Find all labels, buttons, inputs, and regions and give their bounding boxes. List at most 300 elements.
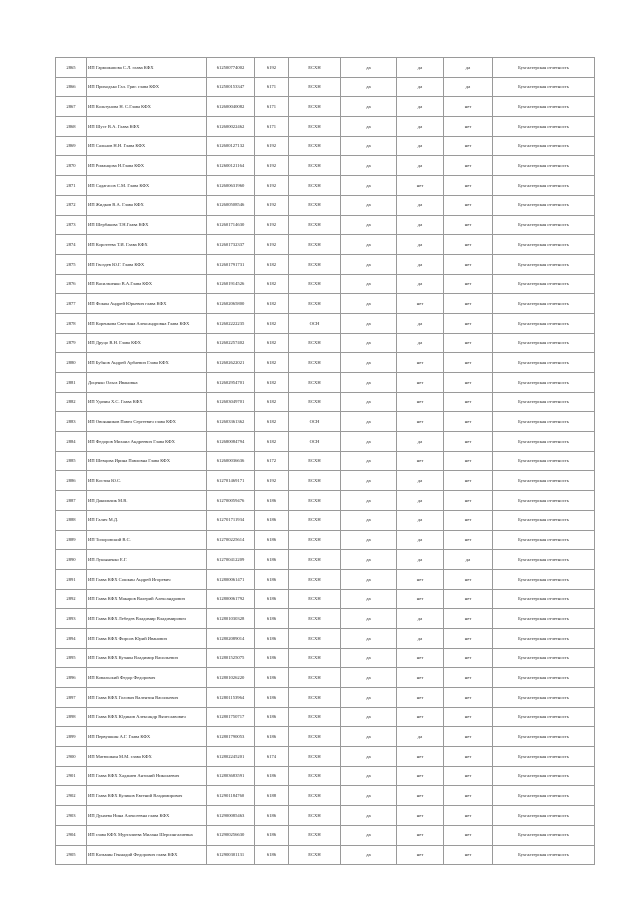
code-cell: 6171: [255, 117, 289, 137]
flag-1-cell: да: [341, 589, 397, 609]
flag-2-cell: нет: [397, 688, 444, 708]
entity-name-cell: ИП Матюшкин М.М. глава КФХ: [87, 747, 207, 767]
report-type-cell: Бухгалтерская отчетность: [493, 747, 595, 767]
flag-2-cell: да: [397, 77, 444, 97]
row-number-cell: 2895: [56, 648, 87, 668]
flag-2-cell: нет: [397, 294, 444, 314]
table-row: [56, 58, 595, 78]
row-number-cell: 2887: [56, 491, 87, 511]
table-row: [56, 550, 595, 570]
entity-name-cell: ИП Глава КФХ Головач Валентин Васильевич: [87, 688, 207, 708]
code-cell: 6182: [255, 294, 289, 314]
row-number-cell: 2902: [56, 786, 87, 806]
flag-3-cell: нет: [444, 727, 493, 747]
flag-2-cell: да: [397, 628, 444, 648]
row-number-cell: 2903: [56, 806, 87, 826]
flag-1-cell: да: [341, 451, 397, 471]
table-row: [56, 195, 595, 215]
registry-table-body: [56, 58, 595, 865]
inn-cell: 612700412209: [207, 550, 255, 570]
flag-1-cell: да: [341, 176, 397, 196]
tax-regime-cell: ЕСХН: [289, 471, 341, 491]
flag-2-cell: нет: [397, 668, 444, 688]
code-cell: 6186: [255, 825, 289, 845]
entity-name-cell: ИП Глава КФХ Юдинов Александр Вячеславович: [87, 707, 207, 727]
code-cell: 6182: [255, 274, 289, 294]
table-row: [56, 274, 595, 294]
tax-regime-cell: ЕСХН: [289, 97, 341, 117]
flag-1-cell: да: [341, 550, 397, 570]
report-type-cell: Бухгалтерская отчетность: [493, 136, 595, 156]
entity-name-cell: ИП Глава КФХ Фирсов Юрий Иванович: [87, 628, 207, 648]
flag-3-cell: нет: [444, 373, 493, 393]
row-number-cell: 2894: [56, 628, 87, 648]
report-type-cell: Бухгалтерская отчетность: [493, 766, 595, 786]
flag-1-cell: да: [341, 77, 397, 97]
entity-name-cell: ИП Коренкова Светлана Александровна Глава КФХ: [87, 313, 207, 333]
tax-regime-cell: ЕСХН: [289, 648, 341, 668]
inn-cell: 612900256630: [207, 825, 255, 845]
flag-1-cell: да: [341, 58, 397, 78]
report-type-cell: Бухгалтерская отчетность: [493, 235, 595, 255]
row-number-cell: 2900: [56, 747, 87, 767]
entity-name-cell: ИП Глава КФХ Лебедев Владимир Владимирович: [87, 609, 207, 629]
entity-name-cell: ИП Глава КФХ Куликов Евгений Владимирович: [87, 786, 207, 806]
flag-1-cell: да: [341, 727, 397, 747]
inn-cell: 612801153964: [207, 688, 255, 708]
tax-regime-cell: ЕСХН: [289, 806, 341, 826]
row-number-cell: 2876: [56, 274, 87, 294]
row-number-cell: 2889: [56, 530, 87, 550]
report-type-cell: Бухгалтерская отчетность: [493, 77, 595, 97]
flag-1-cell: да: [341, 373, 397, 393]
entity-name-cell: ИП Шербакова Т.Н.Глава КФХ: [87, 215, 207, 235]
table-row: [56, 471, 595, 491]
entity-name-cell: ИП Глава КФХ Хаджиев Антоний Николаевич: [87, 766, 207, 786]
row-number-cell: 2880: [56, 353, 87, 373]
inn-cell: 612602622021: [207, 353, 255, 373]
flag-1-cell: да: [341, 707, 397, 727]
flag-1-cell: да: [341, 432, 397, 452]
table-row: [56, 569, 595, 589]
code-cell: 6182: [255, 432, 289, 452]
flag-2-cell: да: [397, 550, 444, 570]
row-number-cell: 2898: [56, 707, 87, 727]
table-row: [56, 412, 595, 432]
flag-1-cell: да: [341, 491, 397, 511]
inn-cell: 612803683591: [207, 766, 255, 786]
row-number-cell: 2893: [56, 609, 87, 629]
row-number-cell: 2888: [56, 510, 87, 530]
table-row: [56, 313, 595, 333]
flag-3-cell: нет: [444, 609, 493, 629]
report-type-cell: Бухгалтерская отчетность: [493, 471, 595, 491]
tax-regime-cell: ЕСХН: [289, 254, 341, 274]
flag-2-cell: да: [397, 274, 444, 294]
tax-regime-cell: ЕСХН: [289, 451, 341, 471]
inn-cell: 612601714630: [207, 215, 255, 235]
flag-2-cell: нет: [397, 412, 444, 432]
flag-2-cell: да: [397, 235, 444, 255]
code-cell: 6192: [255, 176, 289, 196]
table-row: [56, 136, 595, 156]
entity-name-cell: ИП Казьмин Геннадий Федорович глава КФХ: [87, 845, 207, 865]
report-type-cell: Бухгалтерская отчетность: [493, 530, 595, 550]
flag-3-cell: да: [444, 77, 493, 97]
report-type-cell: Бухгалтерская отчетность: [493, 609, 595, 629]
flag-2-cell: нет: [397, 176, 444, 196]
row-number-cell: 2905: [56, 845, 87, 865]
flag-2-cell: нет: [397, 353, 444, 373]
flag-1-cell: да: [341, 668, 397, 688]
flag-1-cell: да: [341, 353, 397, 373]
table-row: [56, 77, 595, 97]
table-row: [56, 766, 595, 786]
code-cell: 6188: [255, 786, 289, 806]
tax-regime-cell: ЕСХН: [289, 569, 341, 589]
table-row: [56, 353, 595, 373]
flag-3-cell: нет: [444, 235, 493, 255]
tax-regime-cell: ЕСХН: [289, 373, 341, 393]
report-type-cell: Бухгалтерская отчетность: [493, 176, 595, 196]
inn-cell: 612802089014: [207, 628, 255, 648]
flag-1-cell: да: [341, 254, 397, 274]
row-number-cell: 2872: [56, 195, 87, 215]
flag-1-cell: да: [341, 235, 397, 255]
flag-1-cell: да: [341, 97, 397, 117]
row-number-cell: 2869: [56, 136, 87, 156]
entity-name-cell: ИП Данильчик М.В.: [87, 491, 207, 511]
flag-2-cell: да: [397, 156, 444, 176]
flag-3-cell: нет: [444, 510, 493, 530]
flag-1-cell: да: [341, 274, 397, 294]
flag-2-cell: нет: [397, 648, 444, 668]
flag-1-cell: да: [341, 766, 397, 786]
row-number-cell: 2883: [56, 412, 87, 432]
inn-cell: 612800061792: [207, 589, 255, 609]
flag-3-cell: нет: [444, 97, 493, 117]
flag-2-cell: да: [397, 510, 444, 530]
row-number-cell: 2874: [56, 235, 87, 255]
tax-regime-cell: ЕСХН: [289, 530, 341, 550]
flag-1-cell: да: [341, 392, 397, 412]
code-cell: 6172: [255, 451, 289, 471]
inn-cell: 612901184760: [207, 786, 255, 806]
code-cell: 6186: [255, 845, 289, 865]
table-row: [56, 747, 595, 767]
entity-name-cell: ИП глава КФХ Мурталиева Милана Шерсингалиевна: [87, 825, 207, 845]
flag-3-cell: нет: [444, 668, 493, 688]
code-cell: 6192: [255, 215, 289, 235]
flag-1-cell: да: [341, 510, 397, 530]
table-row: [56, 589, 595, 609]
entity-name-cell: ИП Костин Ю.С.: [87, 471, 207, 491]
entity-name-cell: ИП Дунаева Нина Алексеевна глава КФХ: [87, 806, 207, 826]
inn-cell: 612801030328: [207, 609, 255, 629]
entity-name-cell: ИП Лукьяненко Е.Г.: [87, 550, 207, 570]
tax-regime-cell: ЕСХН: [289, 392, 341, 412]
flag-1-cell: да: [341, 688, 397, 708]
table-row: [56, 707, 595, 727]
row-number-cell: 2897: [56, 688, 87, 708]
flag-2-cell: да: [397, 471, 444, 491]
entity-name-cell: ИП Васильченко В.А.Глава КФХ: [87, 274, 207, 294]
inn-cell: 612600121164: [207, 156, 255, 176]
inn-cell: 612602257402: [207, 333, 255, 353]
table-row: [56, 825, 595, 845]
table-row: [56, 609, 595, 629]
flag-1-cell: да: [341, 747, 397, 767]
tax-regime-cell: ЕСХН: [289, 766, 341, 786]
flag-2-cell: да: [397, 491, 444, 511]
inn-cell: 612603049701: [207, 392, 255, 412]
table-row: [56, 373, 595, 393]
table-row: [56, 392, 595, 412]
flag-1-cell: да: [341, 609, 397, 629]
table-row: [56, 254, 595, 274]
row-number-cell: 2868: [56, 117, 87, 137]
code-cell: 6186: [255, 550, 289, 570]
report-type-cell: Бухгалтерская отчетность: [493, 786, 595, 806]
row-number-cell: 2886: [56, 471, 87, 491]
table-row: [56, 530, 595, 550]
table-row: [56, 688, 595, 708]
report-type-cell: Бухгалтерская отчетность: [493, 373, 595, 393]
entity-name-cell: ИП Топоровский В.С.: [87, 530, 207, 550]
entity-name-cell: ИП Ковальский Федор Федорович: [87, 668, 207, 688]
flag-1-cell: да: [341, 786, 397, 806]
flag-3-cell: да: [444, 550, 493, 570]
inn-cell: 612600127132: [207, 136, 255, 156]
flag-1-cell: да: [341, 648, 397, 668]
flag-3-cell: нет: [444, 491, 493, 511]
tax-regime-cell: ЕСХН: [289, 117, 341, 137]
inn-cell: 612600036636: [207, 451, 255, 471]
flag-3-cell: нет: [444, 313, 493, 333]
code-cell: 6182: [255, 254, 289, 274]
row-number-cell: 2884: [56, 432, 87, 452]
code-cell: 6186: [255, 589, 289, 609]
code-cell: 6192: [255, 195, 289, 215]
table-row: [56, 628, 595, 648]
inn-cell: 612601791731: [207, 254, 255, 274]
row-number-cell: 2875: [56, 254, 87, 274]
entity-name-cell: ИП Первушкин А.Г. Глава КФХ: [87, 727, 207, 747]
code-cell: 6182: [255, 313, 289, 333]
flag-2-cell: да: [397, 727, 444, 747]
code-cell: 6192: [255, 58, 289, 78]
entity-name-cell: Доценко Ольга Ивановна: [87, 373, 207, 393]
flag-3-cell: нет: [444, 707, 493, 727]
inn-cell: 612700225614: [207, 530, 255, 550]
flag-3-cell: да: [444, 58, 493, 78]
flag-3-cell: нет: [444, 333, 493, 353]
inn-cell: 612800061471: [207, 569, 255, 589]
inn-cell: 612601732337: [207, 235, 255, 255]
registry-table: [55, 57, 595, 865]
table-row: [56, 156, 595, 176]
table-row: [56, 215, 595, 235]
report-type-cell: Бухгалтерская отчетность: [493, 432, 595, 452]
tax-regime-cell: ЕСХН: [289, 491, 341, 511]
flag-1-cell: да: [341, 825, 397, 845]
entity-name-cell: ИП Овсянников Павел Сергеевич глава КФХ: [87, 412, 207, 432]
inn-cell: 612900301131: [207, 845, 255, 865]
inn-cell: 612801525075: [207, 648, 255, 668]
row-number-cell: 2871: [56, 176, 87, 196]
tax-regime-cell: ЕСХН: [289, 294, 341, 314]
code-cell: 6192: [255, 235, 289, 255]
flag-2-cell: да: [397, 117, 444, 137]
table-row: [56, 117, 595, 137]
flag-2-cell: да: [397, 313, 444, 333]
report-type-cell: Бухгалтерская отчетность: [493, 569, 595, 589]
code-cell: 6182: [255, 373, 289, 393]
code-cell: 6186: [255, 609, 289, 629]
row-number-cell: 2899: [56, 727, 87, 747]
row-number-cell: 2877: [56, 294, 87, 314]
flag-3-cell: нет: [444, 471, 493, 491]
report-type-cell: Бухгалтерская отчетность: [493, 510, 595, 530]
flag-1-cell: да: [341, 628, 397, 648]
report-type-cell: Бухгалтерская отчетность: [493, 392, 595, 412]
tax-regime-cell: ЕСХН: [289, 510, 341, 530]
row-number-cell: 2867: [56, 97, 87, 117]
flag-3-cell: нет: [444, 254, 493, 274]
flag-3-cell: нет: [444, 294, 493, 314]
code-cell: 6171: [255, 77, 289, 97]
report-type-cell: Бухгалтерская отчетность: [493, 215, 595, 235]
tax-regime-cell: ЕСХН: [289, 609, 341, 629]
row-number-cell: 2865: [56, 58, 87, 78]
code-cell: 6182: [255, 333, 289, 353]
entity-name-cell: ИП Приходько Гал. Григ. глава КФХ: [87, 77, 207, 97]
flag-3-cell: нет: [444, 845, 493, 865]
row-number-cell: 2890: [56, 550, 87, 570]
report-type-cell: Бухгалтерская отчетность: [493, 353, 595, 373]
code-cell: 6186: [255, 707, 289, 727]
flag-1-cell: да: [341, 569, 397, 589]
flag-3-cell: нет: [444, 589, 493, 609]
flag-2-cell: нет: [397, 392, 444, 412]
report-type-cell: Бухгалтерская отчетность: [493, 550, 595, 570]
flag-3-cell: нет: [444, 451, 493, 471]
code-cell: 6186: [255, 806, 289, 826]
flag-1-cell: да: [341, 530, 397, 550]
row-number-cell: 2881: [56, 373, 87, 393]
code-cell: 6174: [255, 747, 289, 767]
flag-1-cell: да: [341, 156, 397, 176]
flag-1-cell: да: [341, 806, 397, 826]
inn-cell: 612602954701: [207, 373, 255, 393]
inn-cell: 612500153347: [207, 77, 255, 97]
table-row: [56, 491, 595, 511]
table-row: [56, 97, 595, 117]
flag-2-cell: да: [397, 530, 444, 550]
tax-regime-cell: ЕСХН: [289, 176, 341, 196]
flag-3-cell: нет: [444, 766, 493, 786]
table-row: [56, 432, 595, 452]
table-row: [56, 333, 595, 353]
flag-2-cell: да: [397, 432, 444, 452]
flag-1-cell: да: [341, 333, 397, 353]
code-cell: 6182: [255, 392, 289, 412]
tax-regime-cell: ЕСХН: [289, 707, 341, 727]
report-type-cell: Бухгалтерская отчетность: [493, 274, 595, 294]
report-type-cell: Бухгалтерская отчетность: [493, 825, 595, 845]
entity-name-cell: ИП Садагасов С.М. Глава КФХ: [87, 176, 207, 196]
entity-name-cell: ИП Гарможапова С.Л. глава КФХ: [87, 58, 207, 78]
row-number-cell: 2892: [56, 589, 87, 609]
inn-cell: 612602222235: [207, 313, 255, 333]
flag-2-cell: нет: [397, 707, 444, 727]
inn-cell: 612801790053: [207, 727, 255, 747]
code-cell: 6186: [255, 530, 289, 550]
inn-cell: 612801026220: [207, 668, 255, 688]
flag-3-cell: нет: [444, 117, 493, 137]
entity-name-cell: ИП Друцо В.Н. Глава КФХ: [87, 333, 207, 353]
tax-regime-cell: ЕСХН: [289, 58, 341, 78]
report-type-cell: Бухгалтерская отчетность: [493, 707, 595, 727]
table-row: [56, 668, 595, 688]
tax-regime-cell: ЕСХН: [289, 235, 341, 255]
flag-1-cell: да: [341, 136, 397, 156]
flag-1-cell: да: [341, 117, 397, 137]
flag-3-cell: нет: [444, 195, 493, 215]
flag-2-cell: да: [397, 609, 444, 629]
tax-regime-cell: ЕСХН: [289, 688, 341, 708]
code-cell: 6186: [255, 648, 289, 668]
tax-regime-cell: ЕСХН: [289, 156, 341, 176]
report-type-cell: Бухгалтерская отчетность: [493, 628, 595, 648]
flag-3-cell: нет: [444, 648, 493, 668]
report-type-cell: Бухгалтерская отчетность: [493, 195, 595, 215]
inn-cell: 612801750717: [207, 707, 255, 727]
entity-name-cell: ИП Федоров Михаил Андреевич Глава КФХ: [87, 432, 207, 452]
tax-regime-cell: ЕСХН: [289, 668, 341, 688]
code-cell: 6171: [255, 97, 289, 117]
tax-regime-cell: ЕСХН: [289, 786, 341, 806]
flag-2-cell: да: [397, 136, 444, 156]
entity-name-cell: ИП Глава КФХ Сошкин Андрей Игоревич: [87, 569, 207, 589]
tax-regime-cell: ЕСХН: [289, 136, 341, 156]
table-row: [56, 806, 595, 826]
flag-1-cell: да: [341, 471, 397, 491]
entity-name-cell: ИП Романцова Н.Глава КФХ: [87, 156, 207, 176]
row-number-cell: 2873: [56, 215, 87, 235]
report-type-cell: Бухгалтерская отчетность: [493, 688, 595, 708]
report-type-cell: Бухгалтерская отчетность: [493, 668, 595, 688]
flag-1-cell: да: [341, 294, 397, 314]
entity-name-cell: ИП Шуст В.А. Глава КФХ: [87, 117, 207, 137]
row-number-cell: 2901: [56, 766, 87, 786]
tax-regime-cell: ЕСХН: [289, 825, 341, 845]
flag-2-cell: да: [397, 333, 444, 353]
entity-name-cell: ИП Шевцова Ирина Павловна Глава КФХ: [87, 451, 207, 471]
flag-1-cell: да: [341, 412, 397, 432]
table-row: [56, 235, 595, 255]
tax-regime-cell: ЕСХН: [289, 274, 341, 294]
flag-3-cell: нет: [444, 530, 493, 550]
row-number-cell: 2882: [56, 392, 87, 412]
table-row: [56, 176, 595, 196]
tax-regime-cell: ЕСХН: [289, 333, 341, 353]
flag-1-cell: да: [341, 845, 397, 865]
tax-regime-cell: ЕСХН: [289, 628, 341, 648]
entity-name-cell: ИП Глава КФХ Макаров Валерий Александрович: [87, 589, 207, 609]
code-cell: 6182: [255, 412, 289, 432]
code-cell: 6192: [255, 471, 289, 491]
